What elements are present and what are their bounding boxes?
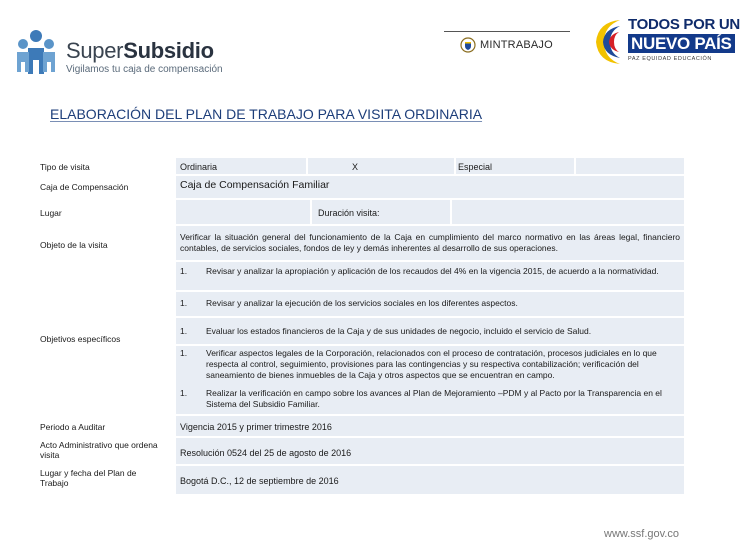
gov-slogan-line3: PAZ EQUIDAD EDUCACIÓN [628,56,713,62]
gov-logo [590,12,740,72]
acto-label: Acto Administrativo que ordena visita [40,440,158,460]
brand-name-bold: Subsidio [123,38,214,63]
website-url[interactable]: www.ssf.gov.co [604,528,679,540]
row-divider [176,414,684,416]
divider [574,158,576,174]
periodo-label: Periodo a Auditar [40,422,106,432]
lugar-label: Lugar [40,208,62,218]
objetivo-4-number: 1. [180,348,188,358]
colombia-emblem-icon [590,16,626,66]
objetivo-1-number: 1. [180,266,188,276]
brand-name-light: Super [66,38,124,63]
objeto-value: Verificar la situación general del funcionamiento de la Caja en cumplimiento del marco normativo en las áreas legal, financiero contables, de servicios sociales, fondos de ley y demás inherentes al desarrollo de sus operaciones. [180,232,680,253]
row-divider [176,174,684,176]
objetivo-2-text: Revisar y analizar la ejecución de los servicios sociales en los diferentes aspectos. [206,298,518,308]
objetivo-5-text: Realizar la verificación en campo sobre los avances al Plan de Mejoramiento –PDM y al Pacto por la Transparencia en el Sistema del Subsidio Familiar. [206,388,662,409]
objetivo-2-number: 1. [180,298,188,308]
plan-table [36,158,684,494]
row-divider [176,260,684,262]
brand-tagline: Vigilamos tu caja de compensación [66,64,223,75]
row-divider [176,198,684,200]
objeto-label: Objeto de la visita [40,240,108,250]
row-divider [176,290,684,292]
objetivo-5-number: 1. [180,388,188,398]
divider [306,158,308,174]
caja-label: Caja de Compensación [40,182,129,192]
caja-value: Caja de Compensación Familiar [180,179,330,191]
coat-of-arms-icon [460,37,476,53]
row-divider [176,464,684,466]
supersubsidio-logo-icon [14,28,58,78]
divider [450,198,452,224]
fecha-label: Lugar y fecha del Plan de Trabajo [40,468,137,488]
tipo-visita-label: Tipo de visita [40,162,90,172]
objetivo-1-text: Revisar y analizar la apropiación y aplicación de los recaudos del 4% en la vigencia 2015, de acuerdo a la normatividad. [206,266,659,276]
objetivo-4-text: Verificar aspectos legales de la Corporación, relacionados con el proceso de contratación, procesos judiciales en lo que respecta al control, seguimiento, provisiones para las contingencias y su respectiva contabilización; verificación del saneamiento de bienes inmuebles de la Caja y otros aspectos que se encuentran en campo. [206,348,657,380]
brand-name [66,38,214,64]
row-divider [176,224,684,226]
row-divider [176,344,684,346]
supersubsidio-logo [14,28,254,84]
objetivo-3-number: 1. [180,326,188,336]
gov-slogan-line2: NUEVO PAÍS [628,34,735,53]
ministry-name: MINTRABAJO [480,39,553,51]
tipo-mark: X [352,162,359,172]
tipo-especial: Especial [458,162,493,172]
gov-slogan-line1: TODOS POR UN [628,16,740,33]
fecha-value: Bogotá D.C., 12 de septiembre de 2016 [180,476,339,486]
objetivo-3-text: Evaluar los estados financieros de la Caja y de sus unidades de negocio, incluido el servicio de Salud. [206,326,592,336]
row-divider [176,436,684,438]
divider [310,198,312,224]
objetivos-label: Objetivos específicos [40,334,121,344]
tipo-ordinaria: Ordinaria [180,162,218,172]
duracion-label: Duración visita: [318,208,380,218]
divider [454,158,456,174]
acto-value: Resolución 0524 del 25 de agosto de 2016 [180,448,352,458]
page-title: ELABORACIÓN DEL PLAN DE TRABAJO PARA VISITA ORDINARIA [50,106,483,122]
header-rule [444,31,570,32]
mintrabajo-logo [460,36,553,54]
row-divider [176,316,684,318]
periodo-value: Vigencia 2015 y primer trimestre 2016 [180,422,332,432]
